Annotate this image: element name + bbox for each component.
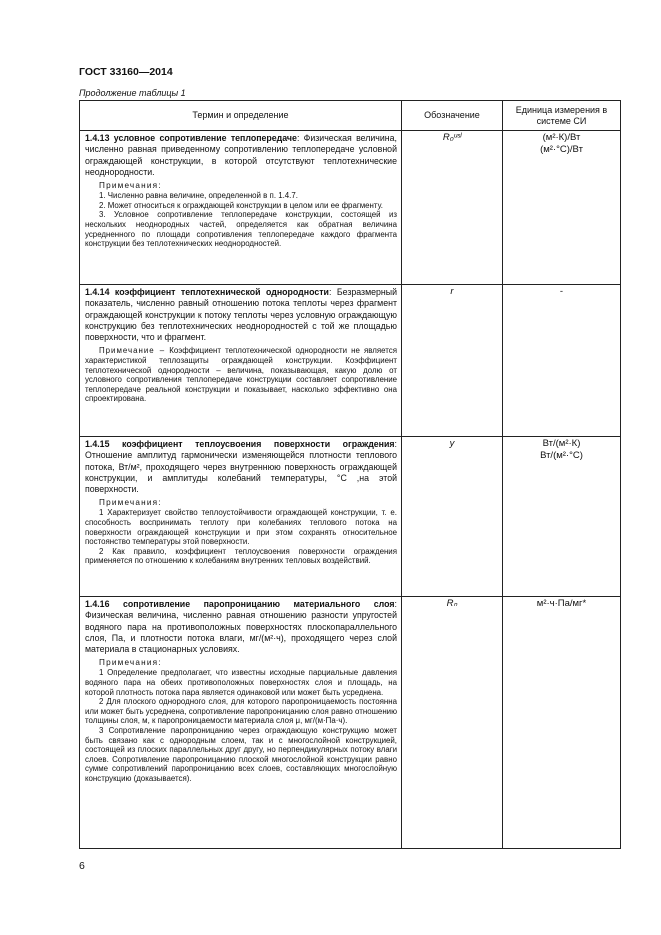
term-number: 1.4.15 <box>85 439 110 449</box>
term-definition <box>85 599 397 655</box>
term-title: коэффициент теплоусвоения поверхности ограждения <box>122 439 395 449</box>
note-item: 2 Как правило, коэффициент теплоусвоения поверхности ограждения применяется по отношению к колебаниям внутренних тепловых воздействий. <box>85 546 397 566</box>
term-definition-text: : Физическая величина, численно равная приведенному сопротивлению теплопередаче условной ограждающей конструкции, в которой отсутствуют теплотехнические неоднородности. <box>85 133 397 177</box>
page-number: 6 <box>79 860 85 872</box>
term-number: 1.4.16 <box>85 599 110 609</box>
unit-value: - <box>559 286 564 297</box>
unit-cell <box>503 437 621 597</box>
notes-heading: Примечания: <box>99 658 162 668</box>
unit-value: (м²·°С)/Вт <box>540 143 583 155</box>
document-header: ГОСТ 33160—2014 <box>79 66 173 78</box>
term-definition-text: : Отношение амплитуд гармонически изменяющейся плотности теплового потока, Вт/м², проходящего через внутреннюю поверхность ограждающей конструкции, и амплитуды колебаний температуры, °С ,на этой поверхности. <box>85 439 397 495</box>
note-item: Примечание – Коэффициент теплотехнической однородности не является характеристикой теплозащиты ограждающей конструкции. Коэффициент теплотехнической однородности – величина, показывающая, какую долю от условного сопротивления теплопередаче конструкции составляет сопротивление теплопередаче реальной конструкции и показывает, насколько эффективно она спроектирована. <box>85 346 397 404</box>
terms-table <box>79 100 621 849</box>
term-cell <box>80 597 402 849</box>
note-item: 2 Для плоского однородного слоя, для которого паропроницаемость постоянна или может быть усреднена, сопротивление паропроницанию слоя равно отношению толщины слоя, м, к паропроницаемости материала слоя μ, мг/(м·Па·ч). <box>85 697 397 726</box>
note-item: 1. Численно равна величине, определенной в п. 1.4.7. <box>99 191 298 201</box>
column-header-unit: Единица измерения в системе СИ <box>503 101 621 131</box>
term-cell <box>80 131 402 285</box>
term-number: 1.4.13 <box>85 133 110 143</box>
table-row <box>80 285 621 437</box>
note-item: 3 Сопротивление паропроницанию через ограждающую конструкцию может быть связано как с однородным слоем, так и с многослойной конструкцией, состоящей из плоских параллельных друг другу, но перпендикулярных потоку влаги слоев. Сопротивление паропроницанию плоской многослойной конструкции равно сумме сопротивлений паропроницанию всех слоев, составляющих многослойную конструкцию (доказывается). <box>85 726 397 784</box>
term-title: условное сопротивление теплопередаче <box>113 133 297 143</box>
table-continuation-caption: Продолжение таблицы 1 <box>79 88 186 98</box>
symbol-cell: R₀ᵘˢˡ <box>402 131 503 285</box>
note-item: 2. Может относиться к ограждающей конструкции в целом или ее фрагменту. <box>99 200 383 210</box>
term-definition <box>85 133 397 178</box>
term-cell <box>80 437 402 597</box>
term-cell <box>80 285 402 437</box>
table-row <box>80 597 621 849</box>
notes-heading: Примечание – <box>99 346 166 356</box>
column-header-term: Термин и определение <box>80 101 402 131</box>
note-item: 1 Определение предполагает, что известны исходные парциальные давления водяного пара на обеих противоположных поверхностях слоя и площадь, на которой плотность потока пара является одинаковой или может быть усреднена. <box>85 668 397 697</box>
unit-value: (м²·К)/Вт <box>542 132 581 143</box>
table-row <box>80 437 621 597</box>
unit-value: Вт/(м²·°С) <box>540 449 583 461</box>
term-definition <box>85 439 397 495</box>
note-item: 3. Условное сопротивление теплопередаче конструкции, состоящей из нескольких неоднородных частей, определяется как обратная величина усредненного по площади сопротивления теплопередаче каждого фрагмента конструкции без теплотехнических неоднородностей. <box>85 210 397 249</box>
notes-heading: Примечания: <box>99 181 162 191</box>
term-title: коэффициент теплотехнической однородности <box>114 287 329 297</box>
unit-cell <box>503 285 621 437</box>
symbol-cell: Rₙ <box>402 597 503 849</box>
note-item: 1 Характеризует свойство теплоустойчивости ограждающей конструкции, т. е. способность воспринимать теплоту при колебаниях теплового потока на поверхности ограждающей конструкции и при этом сохранять относительное постоянство температуры этой поверхности. <box>85 508 397 547</box>
unit-value: м²·ч·Па/мг* <box>536 598 587 609</box>
column-header-symbol: Обозначение <box>402 101 503 131</box>
term-definition <box>85 287 397 343</box>
unit-cell <box>503 597 621 849</box>
term-title: сопротивление паропроницанию материального слоя <box>123 599 395 609</box>
unit-value: Вт/(м²·К) <box>542 438 581 449</box>
unit-cell <box>503 131 621 285</box>
table-row <box>80 131 621 285</box>
notes-heading: Примечания: <box>99 498 162 508</box>
symbol-cell: y <box>402 437 503 597</box>
term-definition-text: : Безразмерный показатель, численно равный отношению потока теплоты через фрагмент ограждающей конструкции к потоку теплоты через условную ограждающую конструкцию без теплотехнических неоднородностей с той же площадью поверхности, что и фрагмент. <box>85 287 397 343</box>
table-header-row <box>80 101 621 131</box>
term-number: 1.4.14 <box>85 287 110 297</box>
symbol-cell: r <box>402 285 503 437</box>
term-definition-text: : Физическая величина, численно равная отношению разности упругостей водяного пара на противоположных поверхностях плоскопараллельного слоя, Па, и плотности потока влаги, мг/(м²·ч), проходящего через слой материала в стационарных условиях. <box>85 599 397 655</box>
